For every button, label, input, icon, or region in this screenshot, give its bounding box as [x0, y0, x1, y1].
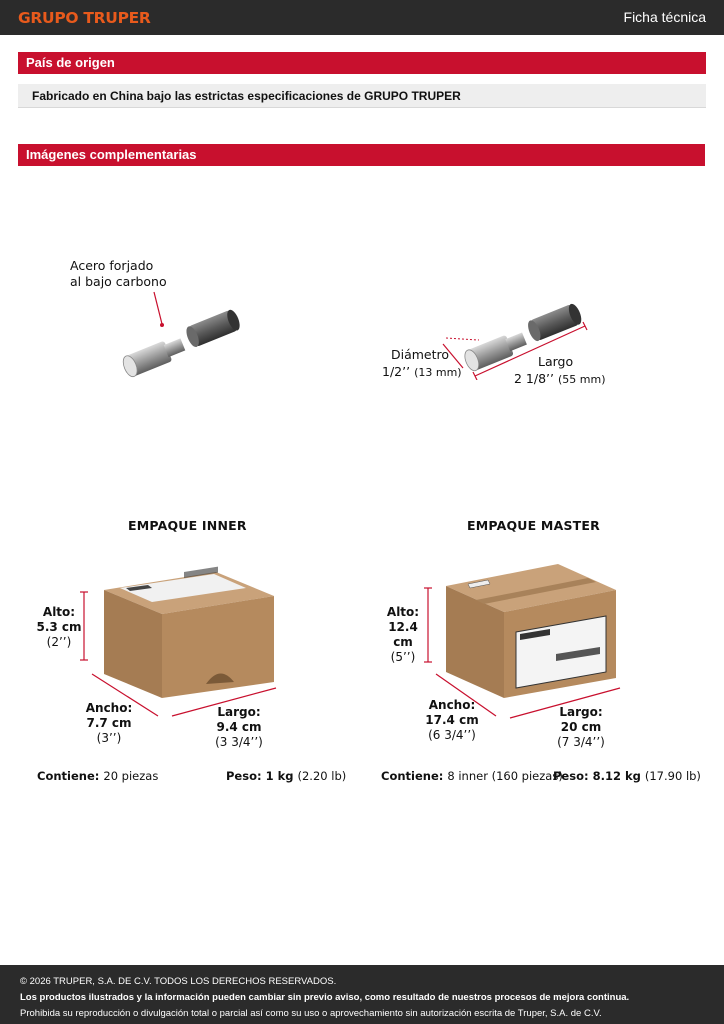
document-type: Ficha técnica — [623, 9, 706, 25]
top-header — [0, 0, 724, 35]
inner-contiene: Contiene: 20 piezas — [37, 769, 159, 783]
master-largo: Largo: 20 cm (7 3/4’’) — [557, 705, 605, 749]
master-contiene: Contiene: 8 inner (160 piezas) — [381, 769, 563, 783]
diameter-value: 1/2’’ (13 mm) — [382, 364, 462, 379]
footer-notice: Los productos ilustrados y la información pueden cambiar sin previo aviso, como resultado de nuestros procesos de mejora continua. — [20, 992, 630, 1003]
pin-hinge-illustration-left — [100, 288, 250, 378]
inner-largo: Largo: 9.4 cm (3 3/4’’) — [215, 705, 263, 749]
inner-pack-title: EMPAQUE INNER — [128, 518, 247, 533]
origin-text: Fabricado en China bajo las estrictas especificaciones de GRUPO TRUPER — [18, 84, 706, 108]
section-origin-title: País de origen — [18, 52, 706, 74]
material-label-line2: al bajo carbono — [70, 274, 167, 289]
inner-peso: Peso: 1 kg (2.20 lb) — [226, 769, 347, 783]
footer-legal: Prohibida su reproducción o divulgación total o parcial así como su uso o aprovechamiento sin autorización escrita de Truper, S.A. de C.V. — [20, 1008, 602, 1019]
inner-ancho: Ancho: 7.7 cm (3’’) — [85, 701, 133, 745]
master-pack-title: EMPAQUE MASTER — [467, 518, 600, 533]
section-images-title: Imágenes complementarias — [18, 144, 705, 166]
length-value: 2 1/8’’ (55 mm) — [514, 371, 606, 386]
master-peso: Peso: 8.12 kg (17.90 lb) — [553, 769, 701, 783]
inner-alto: Alto: 5.3 cm (2’’) — [36, 605, 82, 649]
brand-logo: GRUPO TRUPER — [18, 9, 151, 27]
material-label-line1: Acero forjado — [70, 258, 154, 273]
page-footer — [0, 965, 724, 1024]
master-alto: Alto: 12.4 cm (5’’) — [386, 605, 420, 664]
length-label: Largo — [538, 354, 574, 369]
footer-copyright: © 2026 TRUPER, S.A. DE C.V. TODOS LOS DERECHOS RESERVADOS. — [20, 976, 337, 987]
diameter-label: Diámetro — [391, 347, 450, 362]
material-leader-line — [150, 290, 170, 330]
master-ancho: Ancho: 17.4 cm (6 3/4’’) — [425, 698, 479, 742]
